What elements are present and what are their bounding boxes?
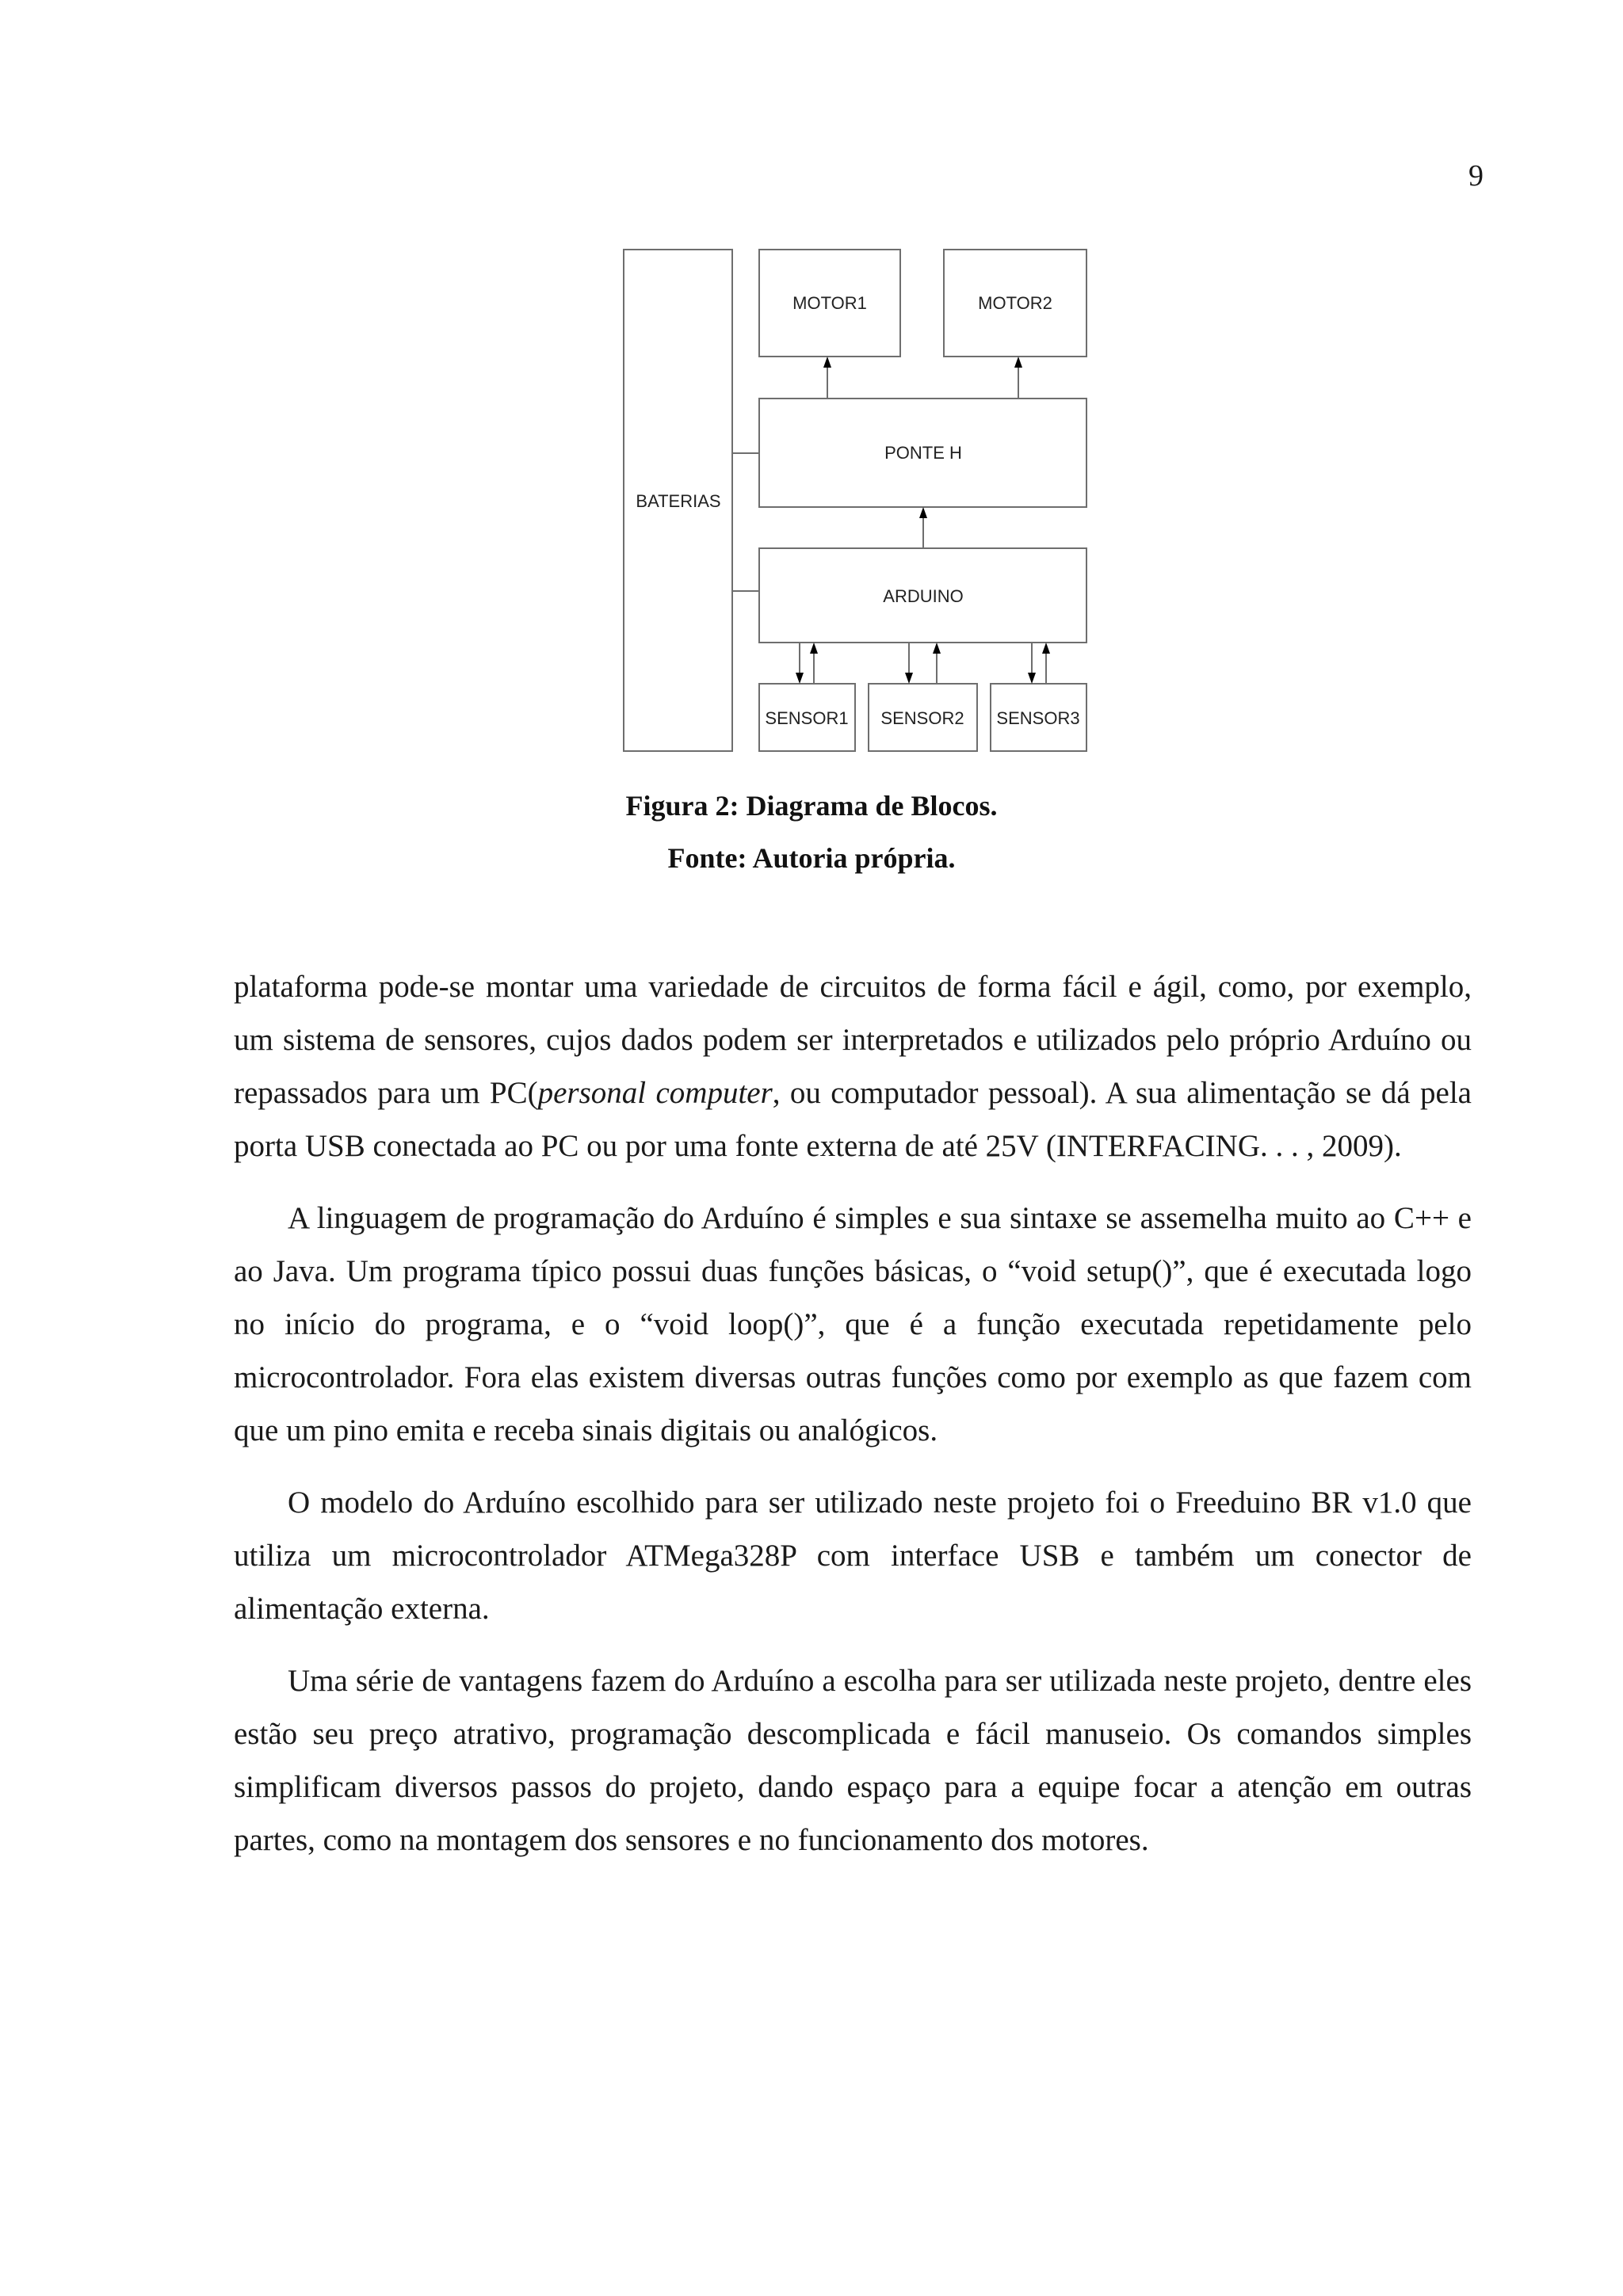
arduino-to-sensor3-arrow <box>1028 673 1036 684</box>
paragraph-1-italic: personal computer <box>537 1076 773 1110</box>
body-text <box>234 960 1472 1886</box>
sensor1-to-arduino-arrow <box>810 643 818 654</box>
block-diagram <box>0 0 1623 761</box>
figure-caption: Figura 2: Diagrama de Blocos. <box>625 790 998 822</box>
motor1-label: MOTOR1 <box>792 293 867 313</box>
paragraph-1-part-a: plataforma pode-se montar uma variedade de circuitos de forma fácil e ágil, como, por exemplo, um sistema de sensores, cujos dados podem ser interpretados e utilizados pelo próprio Arduíno ou repassados para um PC( <box>234 970 1472 1110</box>
arduino-to-sensor1-arrow <box>796 673 804 684</box>
arduino-to-ponte-arrow <box>919 507 927 518</box>
block-diagram-figure <box>0 0 1623 761</box>
ponte-h-label: PONTE H <box>884 443 962 463</box>
sensor2-to-arduino-arrow <box>933 643 941 654</box>
sensor3-to-arduino-arrow <box>1042 643 1050 654</box>
paragraph-3: O modelo do Arduíno escolhido para ser utilizado neste projeto foi o Freeduino BR v1.0 que utiliza um microcontrolador ATMega328P com interface USB e também um conector de alimentação externa. <box>234 1486 1472 1626</box>
paragraph-1 <box>234 960 1472 1173</box>
figure-source: Fonte: Autoria própria. <box>667 842 956 874</box>
motor2-label: MOTOR2 <box>978 293 1052 313</box>
baterias-label: BATERIAS <box>636 491 721 511</box>
arduino-to-sensor2-arrow <box>905 673 913 684</box>
sensor2-label: SENSOR2 <box>880 708 964 728</box>
ponte-to-motor2-arrow <box>1014 357 1022 368</box>
sensor1-label: SENSOR1 <box>765 708 849 728</box>
arduino-label: ARDUINO <box>883 586 964 606</box>
paragraph-1-part-b: , ou computador pessoal). A sua alimentação se dá pela porta USB conectada ao PC ou por uma fonte externa de até 25V (INTERFACING. . . , 2009). <box>234 1076 1472 1163</box>
paragraph-4: Uma série de vantagens fazem do Arduíno a escolha para ser utilizada neste projeto, dentre eles estão seu preço atrativo, programação descomplicada e fácil manuseio. Os comandos simples simplificam diversos passos do projeto, dando espaço para a equipe focar a atenção em outras partes, como na montagem dos sensores e no funcionamento dos motores. <box>234 1664 1472 1857</box>
page-number: 9 <box>1468 159 1484 193</box>
sensor3-label: SENSOR3 <box>996 708 1080 728</box>
paragraph-2: A linguagem de programação do Arduíno é simples e sua sintaxe se assemelha muito ao C++ e ao Java. Um programa típico possui duas funções básicas, o “void setup()”, que é executada logo no início do programa, e o “void loop()”, que é a função executada repetidamente pelo microcontrolador. Fora elas existem diversas outras funções como por exemplo as que fazem com que um pino emita e receba sinais digitais ou analógicos. <box>234 1201 1472 1447</box>
ponte-to-motor1-arrow <box>823 357 831 368</box>
